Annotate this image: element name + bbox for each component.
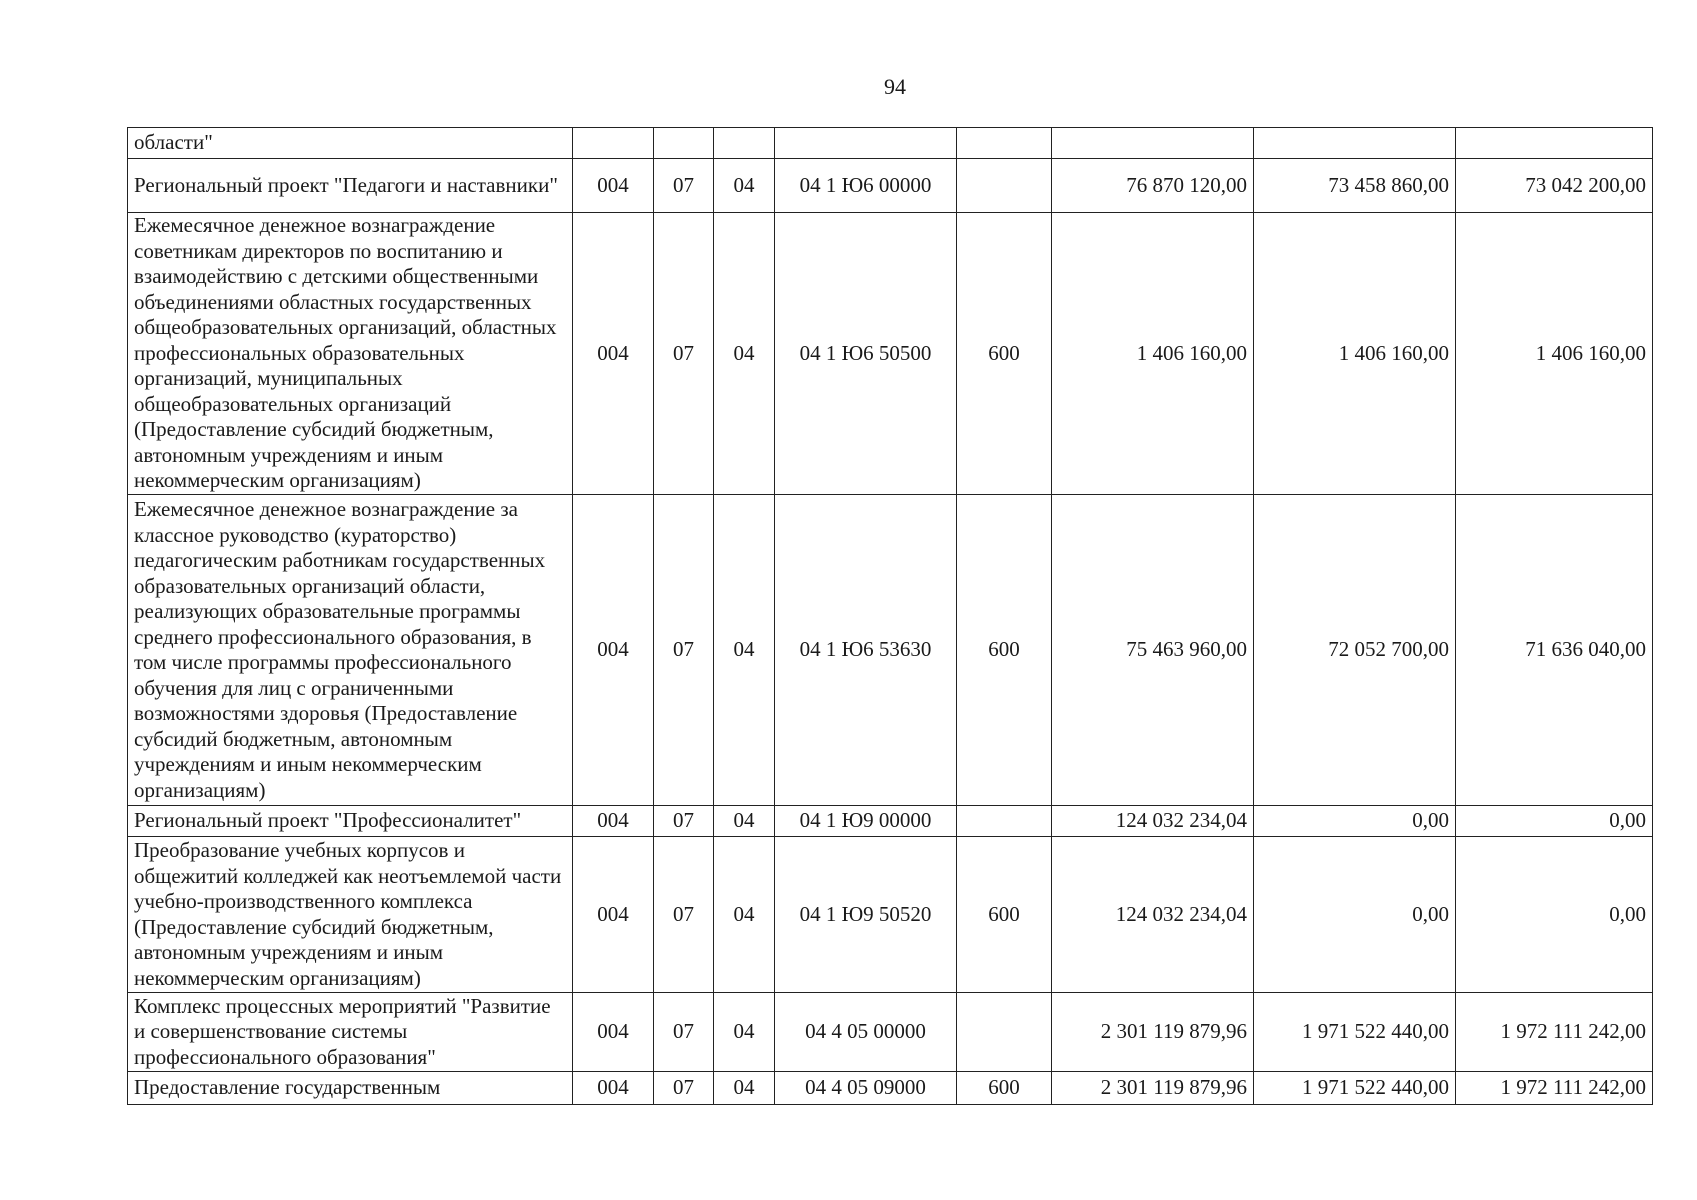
table-row (128, 495, 1653, 806)
ministry-code-cell: 004 (573, 993, 654, 1072)
row-name-cell: Ежемесячное денежное вознаграждение за классное руководство (кураторство) педагогическим работникам государственных образовательных организаций области, реализующих образовательные программы среднего профессионального образования, в том числе программы профессионального обучения для лиц с ограниченными возможностями здоровья (Предоставление субсидий бюджетным, автономным учреждениям и иным некоммерческим организациям) (128, 495, 573, 806)
amount-year-2-cell: 0,00 (1254, 806, 1456, 837)
amount-year-1-cell: 1 406 160,00 (1052, 213, 1254, 495)
ministry-code-cell (573, 128, 654, 159)
subsection-code-cell (714, 128, 775, 159)
section-code-cell: 07 (654, 993, 714, 1072)
section-code-cell: 07 (654, 495, 714, 806)
amount-year-2-cell: 0,00 (1254, 837, 1456, 993)
section-code-cell: 07 (654, 837, 714, 993)
expense-type-cell (957, 993, 1052, 1072)
subsection-code-cell: 04 (714, 495, 775, 806)
amount-year-2-cell: 1 971 522 440,00 (1254, 993, 1456, 1072)
amount-year-1-cell: 124 032 234,04 (1052, 806, 1254, 837)
page-number: 94 (884, 74, 906, 99)
row-name-cell: Преобразование учебных корпусов и общежитий колледжей как неотъемлемой части учебно-производственного комплекса (Предоставление субсидий бюджетным, автономным учреждениям и иным некоммерческим организациям) (128, 837, 573, 993)
target-article-cell: 04 1 Ю6 53630 (775, 495, 957, 806)
table-row (128, 159, 1653, 213)
amount-year-3-cell: 0,00 (1456, 837, 1653, 993)
amount-year-1-cell: 75 463 960,00 (1052, 495, 1254, 806)
table-row (128, 128, 1653, 159)
row-name-cell: Комплекс процессных мероприятий "Развитие и совершенствование системы профессионального образования" (128, 993, 573, 1072)
amount-year-3-cell: 1 406 160,00 (1456, 213, 1653, 495)
section-code-cell (654, 128, 714, 159)
subsection-code-cell: 04 (714, 837, 775, 993)
section-code-cell: 07 (654, 159, 714, 213)
ministry-code-cell: 004 (573, 213, 654, 495)
target-article-cell: 04 1 Ю6 50500 (775, 213, 957, 495)
section-code-cell: 07 (654, 213, 714, 495)
section-code-cell: 07 (654, 1072, 714, 1105)
row-name-cell: Предоставление государственным (128, 1072, 573, 1105)
amount-year-1-cell: 2 301 119 879,96 (1052, 993, 1254, 1072)
target-article-cell (775, 128, 957, 159)
section-code-cell: 07 (654, 806, 714, 837)
expense-type-cell: 600 (957, 495, 1052, 806)
amount-year-2-cell: 1 406 160,00 (1254, 213, 1456, 495)
budget-table (127, 127, 1653, 1105)
subsection-code-cell: 04 (714, 993, 775, 1072)
amount-year-1-cell: 76 870 120,00 (1052, 159, 1254, 213)
amount-year-2-cell: 73 458 860,00 (1254, 159, 1456, 213)
table-row (128, 806, 1653, 837)
target-article-cell: 04 4 05 00000 (775, 993, 957, 1072)
expense-type-cell (957, 806, 1052, 837)
table-row (128, 837, 1653, 993)
amount-year-1-cell: 2 301 119 879,96 (1052, 1072, 1254, 1105)
amount-year-1-cell: 124 032 234,04 (1052, 837, 1254, 993)
ministry-code-cell: 004 (573, 495, 654, 806)
ministry-code-cell: 004 (573, 159, 654, 213)
ministry-code-cell: 004 (573, 1072, 654, 1105)
amount-year-3-cell: 73 042 200,00 (1456, 159, 1653, 213)
expense-type-cell: 600 (957, 1072, 1052, 1105)
ministry-code-cell: 004 (573, 837, 654, 993)
target-article-cell: 04 1 Ю9 00000 (775, 806, 957, 837)
amount-year-3-cell: 1 972 111 242,00 (1456, 1072, 1653, 1105)
subsection-code-cell: 04 (714, 806, 775, 837)
expense-type-cell (957, 128, 1052, 159)
expense-type-cell: 600 (957, 213, 1052, 495)
expense-type-cell (957, 159, 1052, 213)
expense-type-cell: 600 (957, 837, 1052, 993)
amount-year-2-cell: 1 971 522 440,00 (1254, 1072, 1456, 1105)
amount-year-2-cell (1254, 128, 1456, 159)
table-row (128, 213, 1653, 495)
row-name-cell: области" (128, 128, 573, 159)
amount-year-1-cell (1052, 128, 1254, 159)
row-name-cell: Ежемесячное денежное вознаграждение советникам директоров по воспитанию и взаимодействию с детскими общественными объединениями областных государственных общеобразовательных организаций, областных профессиональных образовательных организаций, муниципальных общеобразовательных организаций (Предоставление субсидий бюджетным, автономным учреждениям и иным некоммерческим организациям) (128, 213, 573, 495)
subsection-code-cell: 04 (714, 213, 775, 495)
amount-year-3-cell: 1 972 111 242,00 (1456, 993, 1653, 1072)
amount-year-3-cell: 0,00 (1456, 806, 1653, 837)
subsection-code-cell: 04 (714, 159, 775, 213)
target-article-cell: 04 1 Ю6 00000 (775, 159, 957, 213)
target-article-cell: 04 1 Ю9 50520 (775, 837, 957, 993)
row-name-cell: Региональный проект "Педагоги и наставники" (128, 159, 573, 213)
table-row (128, 1072, 1653, 1105)
amount-year-3-cell: 71 636 040,00 (1456, 495, 1653, 806)
subsection-code-cell: 04 (714, 1072, 775, 1105)
ministry-code-cell: 004 (573, 806, 654, 837)
table-body (128, 128, 1653, 1105)
target-article-cell: 04 4 05 09000 (775, 1072, 957, 1105)
amount-year-2-cell: 72 052 700,00 (1254, 495, 1456, 806)
table-row (128, 993, 1653, 1072)
amount-year-3-cell (1456, 128, 1653, 159)
row-name-cell: Региональный проект "Профессионалитет" (128, 806, 573, 837)
